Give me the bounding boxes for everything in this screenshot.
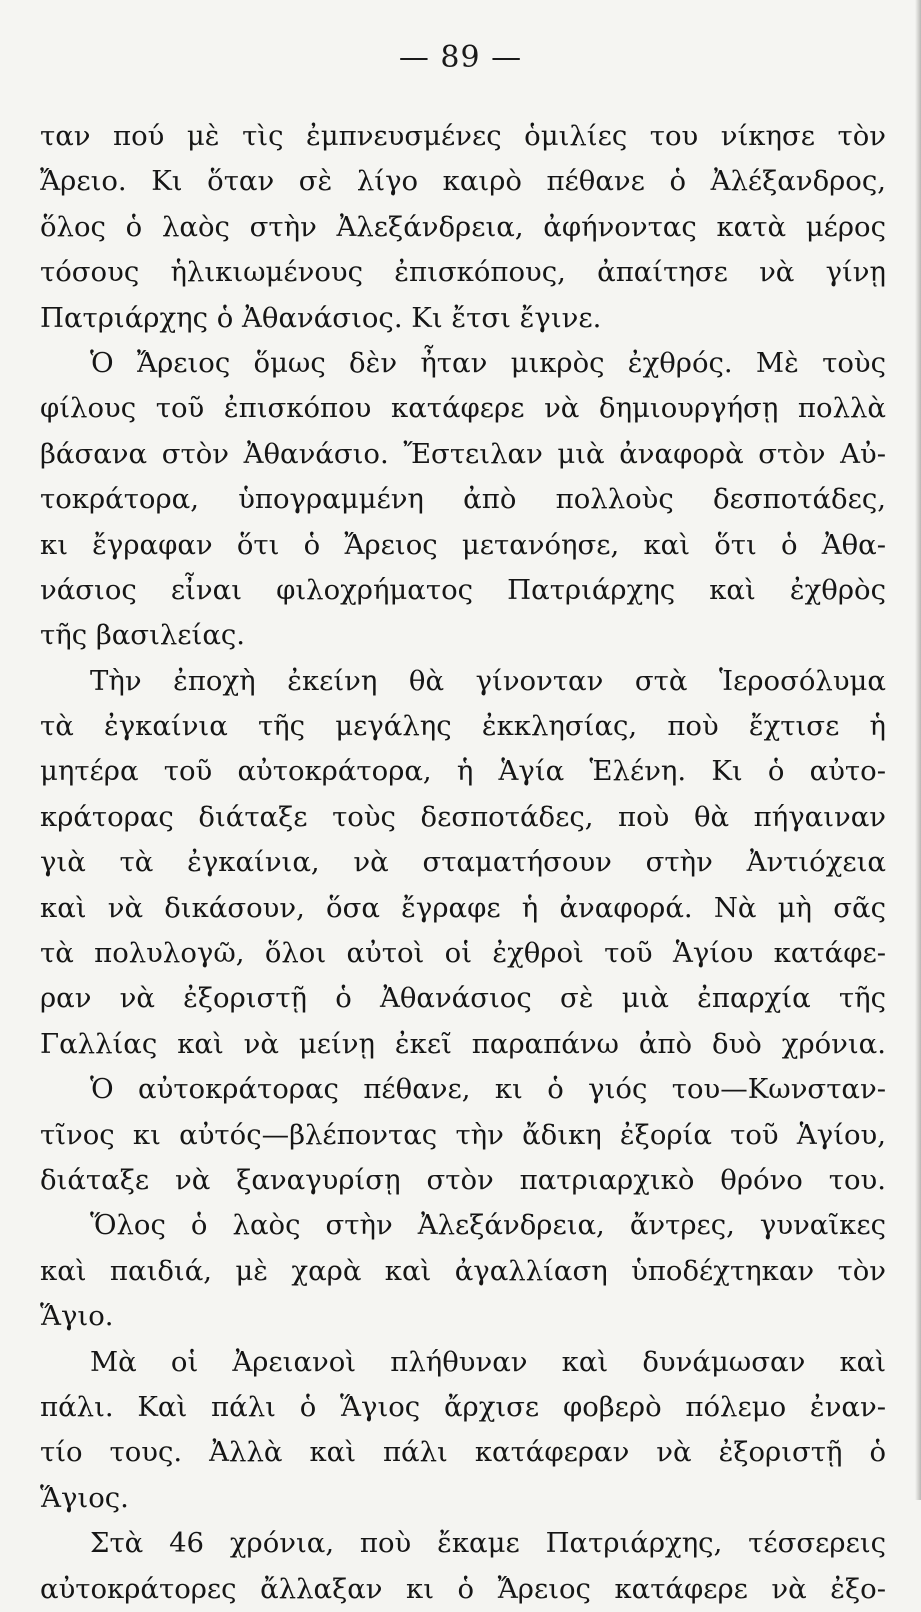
text-line: βάσανα στὸν Ἀθανάσιο. Ἔστειλαν μιὰ ἀναφορὰ στὸν Αὐ- xyxy=(40,437,886,470)
text-line: γιὰ τὰ ἐγκαίνια, νὰ σταματήσουν στὴν Ἀντιόχεια xyxy=(40,846,886,879)
text-line: Μὰ οἱ Ἀρειανοὶ πλήθυναν καὶ δυνάμωσαν καὶ xyxy=(90,1345,886,1378)
text-line: τίο τους. Ἀλλὰ καὶ πάλι κατάφεραν νὰ ἐξοριστῇ ὁ xyxy=(40,1436,886,1469)
text-line: φίλους τοῦ ἐπισκόπου κατάφερε νὰ δημιουργήσῃ πολλὰ xyxy=(40,392,886,425)
text-line: Πατριάρχης ὁ Ἀθανάσιος. Κι ἔτσι ἔγινε. xyxy=(40,301,602,334)
text-line: αὐτοκράτορες ἄλλαξαν κι ὁ Ἄρειος κατάφερε νὰ ἐξο- xyxy=(40,1572,886,1605)
text-line: Στὰ 46 χρόνια, ποὺ ἔκαμε Πατριάρχης, τέσσερεις xyxy=(90,1527,886,1560)
text-line: καὶ νὰ δικάσουν, ὅσα ἔγραφε ἡ ἀναφορά. Νὰ μὴ σᾶς xyxy=(40,891,886,924)
text-line: μητέρα τοῦ αὐτοκράτορα, ἡ Ἁγία Ἑλένη. Κι ὁ αὐτο- xyxy=(40,755,886,788)
text-line: τοκράτορα, ὑπογραμμένη ἀπὸ πολλοὺς δεσποτάδες, xyxy=(40,483,886,516)
text-line: Τὴν ἐποχὴ ἐκείνη θὰ γίνονταν στὰ Ἱεροσόλυμα xyxy=(90,664,886,697)
text-line: Ἄρειο. Κι ὅταν σὲ λίγο καιρὸ πέθανε ὁ Ἀλέξανδρος, xyxy=(40,165,886,198)
text-line: πάλι. Καὶ πάλι ὁ Ἅγιος ἄρχισε φοβερὸ πόλεμο ἐναν- xyxy=(40,1390,886,1423)
body-text xyxy=(40,114,886,1612)
text-line: ραν νὰ ἐξοριστῇ ὁ Ἀθανάσιος σὲ μιὰ ἐπαρχία τῆς xyxy=(40,982,886,1015)
text-line: τῖνος κι αὐτός—βλέποντας τὴν ἄδικη ἐξορία τοῦ Ἁγίου, xyxy=(40,1118,886,1151)
text-line: ταν πού μὲ τὶς ἐμπνευσμένες ὁμιλίες του νίκησε τὸν xyxy=(40,120,886,152)
page-edge-shadow xyxy=(915,0,921,1500)
text-line: Ὁ αὐτοκράτορας πέθανε, κι ὁ γιός του—Κωνσταν- xyxy=(90,1073,886,1106)
text-line: Ἅγιος. xyxy=(40,1481,129,1514)
text-line: Ὁ Ἄρειος ὅμως δὲν ἦταν μικρὸς ἐχθρός. Μὲ τοὺς xyxy=(90,346,886,379)
text-line: τῆς βασιλείας. xyxy=(40,619,246,652)
text-line: κι ἔγραφαν ὅτι ὁ Ἄρειος μετανόησε, καὶ ὅτι ὁ Ἀθα- xyxy=(40,528,886,561)
text-line: τόσους ἡλικιωμένους ἐπισκόπους, ἀπαίτησε νὰ γίνῃ xyxy=(40,256,886,289)
text-line: διάταξε νὰ ξαναγυρίσῃ στὸν πατριαρχικὸ θρόνο του. xyxy=(40,1163,886,1196)
text-line: ὅλος ὁ λαὸς στὴν Ἀλεξάνδρεια, ἀφήνοντας κατὰ μέρος xyxy=(40,210,886,243)
text-line: τὰ ἐγκαίνια τῆς μεγάλης ἐκκλησίας, ποὺ ἔχτισε ἡ xyxy=(40,710,886,743)
text-line: Γαλλίας καὶ νὰ μείνῃ ἐκεῖ παραπάνω ἀπὸ δυὸ χρόνια. xyxy=(40,1027,886,1060)
text-line: τὰ πολυλογῶ, ὅλοι αὐτοὶ οἱ ἐχθροὶ τοῦ Ἁγίου κατάφε- xyxy=(40,937,886,970)
text-line: κράτορας διάταξε τοὺς δεσποτάδες, ποὺ θὰ πήγαιναν xyxy=(40,800,886,833)
text-line: νάσιος εἶναι φιλοχρήματος Πατριάρχης καὶ ἐχθρὸς xyxy=(40,573,886,606)
page-number: — 89 — xyxy=(398,40,523,75)
text-line: καὶ παιδιά, μὲ χαρὰ καὶ ἀγαλλίαση ὑποδέχτηκαν τὸν xyxy=(40,1254,886,1287)
text-line: Ὅλος ὁ λαὸς στὴν Ἀλεξάνδρεια, ἄντρες, γυναῖκες xyxy=(90,1209,886,1242)
text-line: Ἅγιο. xyxy=(40,1300,114,1333)
